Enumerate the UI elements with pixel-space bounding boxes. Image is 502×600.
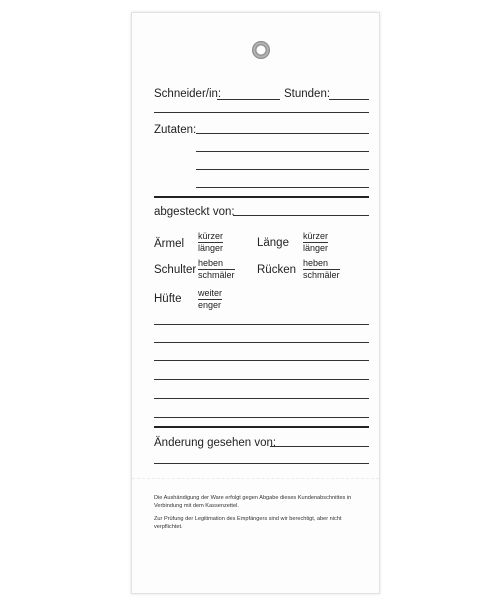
change-seen-extra-line [154,463,369,464]
back-label: Rücken [257,264,296,276]
length-shorter: kürzer [303,231,329,241]
sleeve-label: Ärmel [154,238,185,250]
footnote-handover: Die Aushändigung der Ware erfolgt gegen Abgabe dieses Kundenabschnittes in Verbindung mit dem Kassenzettel. [154,495,352,509]
hip-tighter: enger [198,300,222,310]
length-label: Länge [257,237,289,249]
change-seen-line [270,446,369,447]
ingredients-line-3 [196,169,369,170]
garment-tag [131,12,380,594]
tailor-line [217,99,280,100]
change-seen-label: Änderung gesehen von: [154,437,277,449]
length-option [303,232,328,253]
notes-line-2 [154,342,369,343]
hours-label: Stunden: [284,88,331,100]
pinned-by-label: abgesteckt von: [154,206,235,218]
ingredients-line-2 [196,151,369,152]
length-longer: länger [303,243,329,253]
hip-wider: weiter [198,288,223,298]
footnote-legitimation: Zur Prüfung der Legitimation des Empfängers sind wir berechtigt, aber nicht verpflichtet. [154,516,342,530]
ingredients-label: Zutaten: [154,124,197,136]
tailor-extra-line [154,112,369,113]
ingredients-line-1 [196,133,369,134]
pinned-by-line [233,215,369,216]
perforation-line [132,478,379,479]
back-narrower: schmäler [303,270,340,280]
eyelet-icon [252,41,270,59]
back-option [303,259,340,280]
hip-label: Hüfte [154,293,182,305]
shoulder-narrower: schmäler [198,270,235,280]
notes-line-5 [154,398,369,399]
section-divider-bottom [154,426,369,428]
shoulder-raise: heben [198,259,235,270]
notes-line-1 [154,324,369,325]
sleeve-longer: länger [198,243,224,253]
notes-line-4 [154,379,369,380]
shoulder-option [198,259,235,280]
back-raise: heben [303,259,340,270]
notes-line-3 [154,360,369,361]
shoulder-label: Schulter [154,264,197,276]
tailor-label: Schneider/in: [154,88,222,100]
notes-line-6 [154,417,369,418]
hip-option [198,289,222,310]
sleeve-option [198,232,223,253]
section-divider-top [154,196,369,198]
hours-line [329,99,369,100]
sleeve-shorter: kürzer [198,231,224,241]
ingredients-line-4 [196,187,369,188]
